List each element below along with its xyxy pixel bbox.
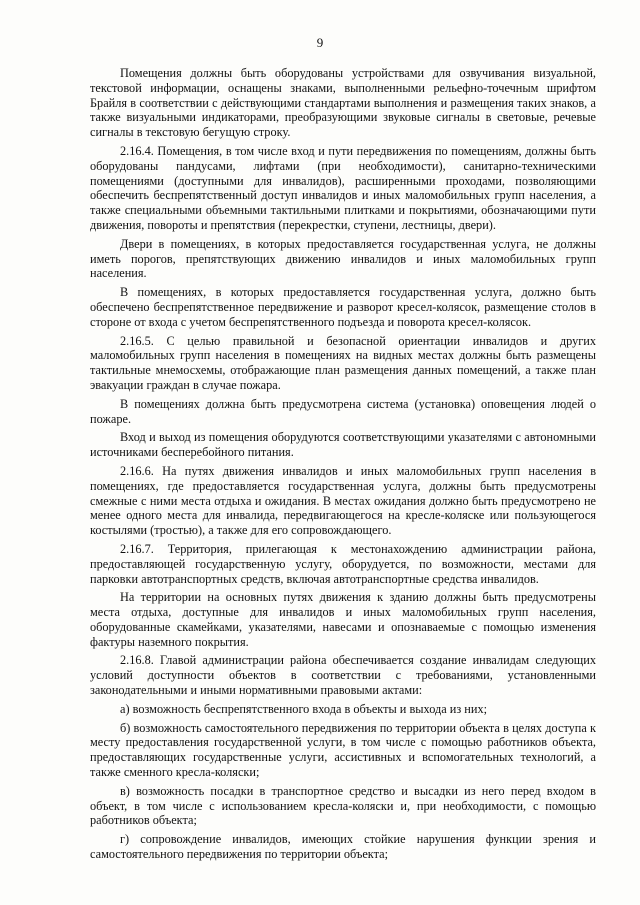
list-item-a: а) возможность беспрепятственного входа в объекты и выхода из них;	[120, 701, 488, 716]
paragraph-equipment: Помещения должны быть оборудованы устройствами для озвучивания визуальной, текстовой информации, оснащены знаками, выполненными рельефно-точечным шрифтом Брайля в соответствии с действующими стандартами выполнения и размещения таких знаков, а также визуальными индикаторами, преобразующими звуковые сигналы в световые, речевые сигналы в текстовую бегущую строку.	[90, 66, 596, 140]
paragraph-2-16-6: 2.16.6. На путях движения инвалидов и иных маломобильных групп населения в помещениях, где предоставляется государственная услуга, должны быть предусмотрены смежные с ними места отдыха и ожидания. В местах ожидания должно быть предусмотрено не менее одного места для инвалида, передвигающегося на кресле-коляске или пользующегося костылями (тростью), а также для его сопровождающего.	[90, 463, 596, 538]
list-item-b: б) возможность самостоятельного передвижения по территории объекта в целях доступа к месту предоставления государственной услуги, в том числе с помощью работников объекта, предоставляющих государственные услуги, ассистивных и вспомогательных технологий, а также сменного кресла-коляски;	[90, 720, 596, 780]
paragraph-doors: Двери в помещениях, в которых предоставляется государственная услуга, не должны иметь порогов, препятствующих движению инвалидов и иных маломобильных групп населения.	[90, 236, 596, 281]
paragraph-entrance-exit: Вход и выход из помещения оборудуются соответствующими указателями с автономными источниками бесперебойного питания.	[90, 430, 596, 460]
paragraph-rest-places: На территории на основных путях движения к зданию должны быть предусмотрены места отдыха, доступные для инвалидов и иных маломобильных групп населения, оборудованные скамейками, указателями, навесами и опознаваемые с помощью изменения фактуры наземного покрытия.	[90, 590, 596, 649]
paragraph-2-16-4: 2.16.4. Помещения, в том числе вход и пути передвижения по помещениям, должны быть оборудованы пандусами, лифтами (при необходимости), санитарно-техническими помещениями (доступными для инвалидов), расширенными проходами, позволяющими обеспечить беспрепятственный доступ инвалидов и иных маломобильных групп населения, а также специальными объемными тактильными плитками и покрытиями, обозначающими пути движения, повороты и препятствия (перекрестки, ступени, лестницы, двери).	[90, 143, 596, 232]
page-number: 9	[316, 35, 324, 50]
paragraph-2-16-8: 2.16.8. Главой администрации района обеспечивается создание инвалидам следующих условий доступности объектов в соответствии с требованиями, установленными законодательными и иными нормативными правовыми актами:	[90, 653, 596, 698]
paragraph-2-16-5: 2.16.5. С целью правильной и безопасной ориентации инвалидов и других маломобильных групп населения в помещениях на видных местах должны быть размещены тактильные мнемосхемы, отображающие план размещения данных помещений, а также план эвакуации граждан в случае пожара.	[90, 333, 596, 392]
list-item-v: в) возможность посадки в транспортное средство и высадки из него перед входом в объект, в том числе с использованием кресла-коляски и, при необходимости, с помощью работников объекта;	[90, 783, 596, 828]
document-body	[90, 66, 596, 866]
paragraph-fire-alarm: В помещениях должна быть предусмотрена система (установка) оповещения людей о пожаре.	[90, 396, 596, 426]
paragraph-2-16-7: 2.16.7. Территория, прилегающая к местонахождению администрации района, предоставляющей государственную услугу, оборудуется, по возможности, местами для парковки автотранспортных средств, включая автотранспортные средства инвалидов.	[90, 541, 596, 586]
list-item-g: г) сопровождение инвалидов, имеющих стойкие нарушения функции зрения и самостоятельного передвижения по территории объекта;	[90, 832, 596, 862]
paragraph-wheelchairs: В помещениях, в которых предоставляется государственная услуга, должно быть обеспечено беспрепятственное передвижение и разворот кресел-колясок, размещение столов в стороне от входа с учетом беспрепятственного подъезда и поворота кресел-колясок.	[90, 285, 596, 329]
